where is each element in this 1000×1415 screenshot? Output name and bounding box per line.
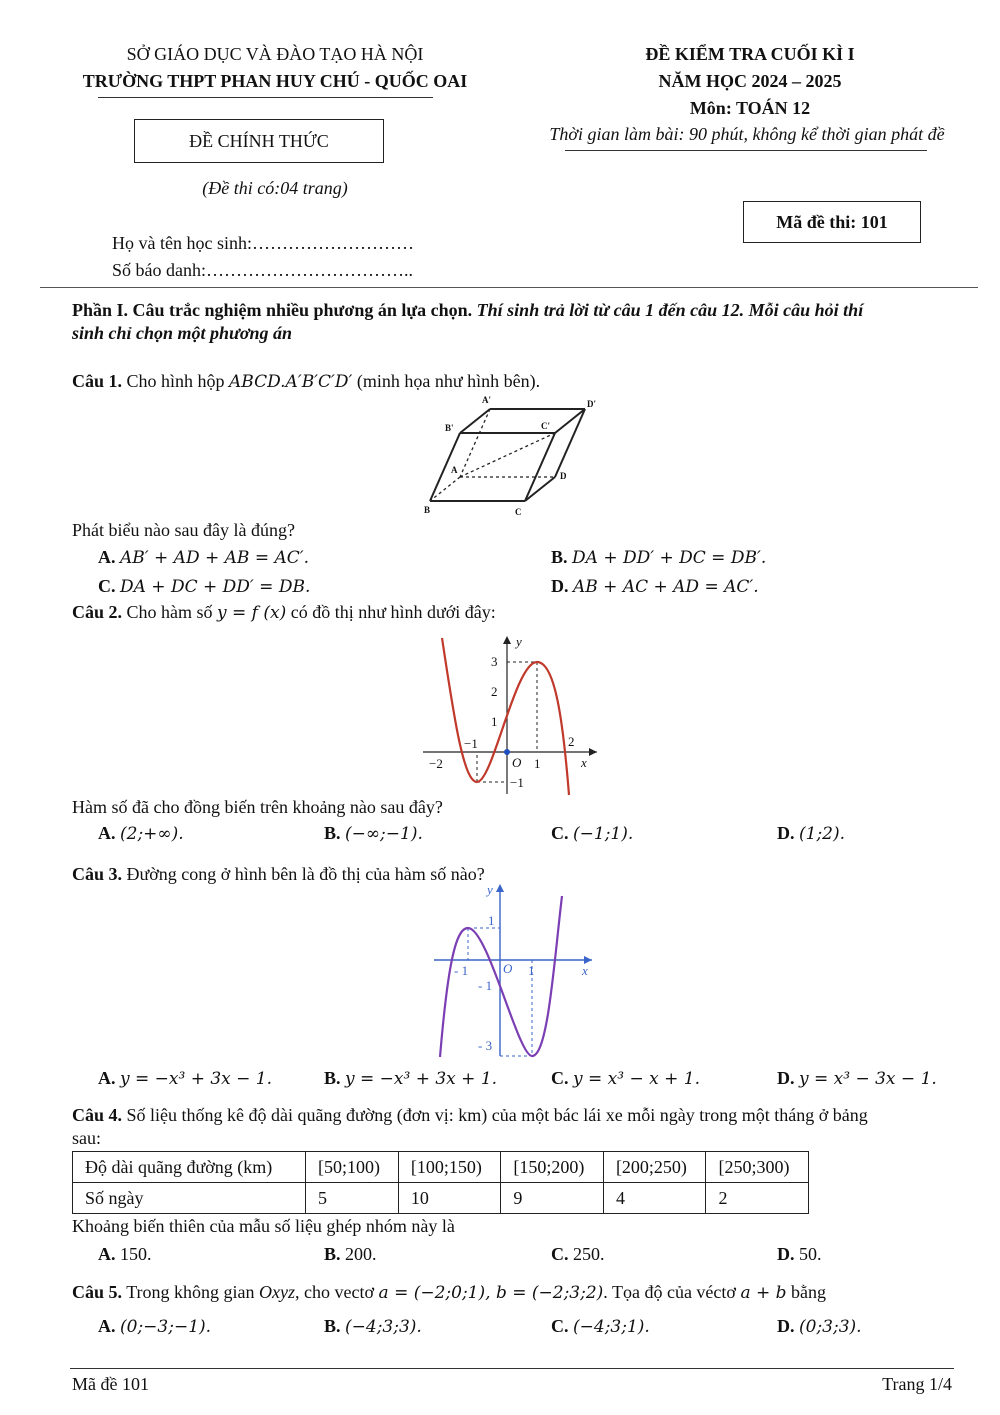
footer-separator [70, 1368, 954, 1369]
q2-axis-y: y [516, 634, 522, 649]
header-separator [40, 287, 978, 288]
table-cell: 5 [306, 1183, 399, 1214]
q4-option-a[interactable]: A. 150. [98, 1244, 152, 1264]
q2-math: y = f (x) [217, 603, 287, 623]
q5-label: Câu 5. [72, 1282, 123, 1302]
q3-tick-ym3: - 3 [478, 1038, 493, 1053]
q2-tick-xm2: −2 [429, 756, 443, 771]
table-row [73, 1183, 809, 1214]
subject: Môn: TOÁN 12 [689, 98, 811, 118]
q5-math-vectors: a = (−2;0;1), b = (−2;3;2) [378, 1283, 604, 1303]
q4-text: Số liệu thống kê độ dài quãng đường (đơn vị: km) của một bác lái xe mỗi ngày trong một tháng ở bảng [122, 1105, 868, 1125]
q2-label: Câu 2. [72, 602, 123, 622]
q2-option-b[interactable]: B. (−∞;−1). [324, 823, 423, 844]
q1-label-B: B [424, 505, 431, 515]
q2-option-d[interactable]: D. (1;2). [777, 823, 846, 844]
q5-math-sum: a + b [740, 1283, 787, 1303]
table-header-cell: [100;150) [398, 1152, 501, 1183]
part1-heading-cont: sinh chỉ chọn một phương án [72, 323, 293, 343]
school-year: NĂM HỌC 2024 – 2025 [658, 71, 842, 91]
q3-option-b[interactable]: B. y = −x³ + 3x + 1. [324, 1068, 498, 1089]
q4-stem-cont: sau: [72, 1128, 101, 1148]
duration-underline [565, 150, 927, 151]
q1-label: Câu 1. [72, 371, 123, 391]
q4-option-b[interactable]: B. 200. [324, 1244, 377, 1264]
school-name: TRƯỜNG THPT PHAN HUY CHÚ - QUỐC OAI [82, 71, 468, 91]
q5-text-b: , cho vectơ [295, 1282, 379, 1302]
q5-math-space: Oxyz [259, 1282, 296, 1302]
school-underline [98, 97, 433, 98]
q3-tick-xm1: - 1 [454, 963, 469, 978]
q2-tick-2: 2 [491, 684, 498, 699]
q4-question: Khoảng biến thiên của mẫu số liệu ghép nhóm này là [72, 1216, 455, 1236]
exam-title: ĐỀ KIỂM TRA CUỐI KÌ I [645, 44, 855, 64]
q3-axis-y: y [487, 882, 493, 897]
q4-stats-table [72, 1151, 809, 1214]
q5-option-c[interactable]: C. (−4;3;1). [551, 1316, 650, 1337]
q2-tick-1: 1 [491, 714, 498, 729]
pages-note: (Đề thi có:04 trang) [202, 178, 348, 198]
part1-heading-bold: Phần I. Câu trắc nghiệm nhiều phương án lựa chọn. [72, 300, 473, 320]
q1-label-C1: C' [541, 421, 550, 431]
q5-option-a[interactable]: A. (0;−3;−1). [98, 1316, 212, 1337]
q5-text-c: . Tọa độ của véctơ [603, 1282, 741, 1302]
table-header-cell: [50;100) [306, 1152, 399, 1183]
q1-text-b: (minh họa như hình bên). [352, 371, 541, 391]
q3-label: Câu 3. [72, 864, 123, 884]
q1-parallelepiped-figure [415, 393, 605, 520]
q1-option-a[interactable]: A. AB′ + AD + AB = AC′. [98, 547, 310, 568]
q3-text: Đường cong ở hình bên là đồ thị của hàm số nào? [122, 864, 485, 884]
q1-label-D: D [560, 471, 567, 481]
q3-graph-figure [430, 882, 600, 1060]
exam-code-box: Mã đề thi: 101 [743, 201, 921, 243]
part1-heading [72, 300, 863, 321]
table-header-cell: [200;250) [603, 1152, 706, 1183]
dept-name: SỞ GIÁO DỤC VÀ ĐÀO TẠO HÀ NỘI [126, 44, 424, 64]
q2-tick-3: 3 [491, 654, 498, 669]
table-row [73, 1152, 809, 1183]
student-id-line: Số báo danh:…………………………….. [112, 260, 413, 280]
footer-page-number: Trang 1/4 [882, 1374, 952, 1394]
q2-text-b: có đồ thị như hình dưới đây: [286, 602, 496, 622]
q2-tick-x2: 2 [568, 734, 575, 749]
q4-option-c[interactable]: C. 250. [551, 1244, 605, 1264]
part1-heading-italic: Thí sinh trả lời từ câu 1 đến câu 12. Mỗi câu hỏi thí [472, 300, 864, 320]
q1-label-B1: B' [445, 423, 454, 433]
q1-label-C: C [515, 507, 522, 517]
q5-option-b[interactable]: B. (−4;3;3). [324, 1316, 422, 1337]
q1-option-b[interactable]: B. DA + DD′ + DC = DB′. [551, 547, 767, 568]
exam-duration: Thời gian làm bài: 90 phút, không kể thời gian phát đề [549, 124, 945, 144]
table-cell: 10 [398, 1183, 501, 1214]
q2-text-a: Cho hàm số [122, 602, 218, 622]
q3-tick-x1: 1 [528, 963, 535, 978]
q2-graph-figure [415, 630, 605, 798]
q3-option-d[interactable]: D. y = x³ − 3x − 1. [777, 1068, 937, 1089]
table-cell: 2 [706, 1183, 809, 1214]
q4-label: Câu 4. [72, 1105, 123, 1125]
q3-stem [72, 864, 485, 885]
q1-question: Phát biểu nào sau đây là đúng? [72, 520, 295, 540]
q3-option-c[interactable]: C. y = x³ − x + 1. [551, 1068, 700, 1089]
q1-label-A1: A' [482, 395, 491, 405]
q1-text-a: Cho hình hộp [122, 371, 230, 391]
table-cell: 9 [501, 1183, 604, 1214]
q3-axis-x: x [582, 963, 588, 978]
q2-origin: O [512, 755, 522, 770]
q2-axis-x: x [581, 755, 587, 770]
q3-tick-ym1: - 1 [478, 978, 493, 993]
official-box: ĐỀ CHÍNH THỨC [134, 119, 384, 163]
q1-option-d[interactable]: D. AB + AC + AD = AC′. [551, 576, 759, 597]
q1-option-c[interactable]: C. DA + DC + DD′ = DB. [98, 576, 311, 597]
table-header-cell: [250;300) [706, 1152, 809, 1183]
q2-option-c[interactable]: C. (−1;1). [551, 823, 634, 844]
footer-exam-code: Mã đề 101 [72, 1374, 149, 1394]
q2-option-a[interactable]: A. (2;+∞). [98, 823, 184, 844]
q5-text-d: bằng [786, 1282, 827, 1302]
q2-tick-xm1: −1 [464, 736, 478, 751]
q2-question: Hàm số đã cho đồng biến trên khoảng nào sau đây? [72, 797, 443, 817]
q1-math: ABCD.A′B′C′D′ [229, 372, 353, 392]
q4-option-d[interactable]: D. 50. [777, 1244, 822, 1264]
q2-tick-ym1: −1 [510, 775, 524, 790]
table-header-cell: [150;200) [501, 1152, 604, 1183]
q5-stem [72, 1282, 826, 1303]
table-cell: 4 [603, 1183, 706, 1214]
q1-stem [72, 371, 540, 392]
q3-option-a[interactable]: A. y = −x³ + 3x − 1. [98, 1068, 273, 1089]
q1-label-D1: D' [587, 399, 596, 409]
q2-stem [72, 602, 496, 623]
q5-text-a: Trong không gian [122, 1282, 260, 1302]
q4-stem [72, 1105, 868, 1126]
table-header-cell: Độ dài quãng đường (km) [73, 1152, 306, 1183]
q3-origin: O [503, 961, 513, 976]
q1-label-A: A [451, 465, 458, 475]
q5-option-d[interactable]: D. (0;3;3). [777, 1316, 862, 1337]
q2-tick-x1: 1 [534, 756, 541, 771]
q3-tick-1: 1 [488, 913, 495, 928]
student-name-line: Họ và tên học sinh:……………………… [112, 233, 414, 253]
table-cell: Số ngày [73, 1183, 306, 1214]
